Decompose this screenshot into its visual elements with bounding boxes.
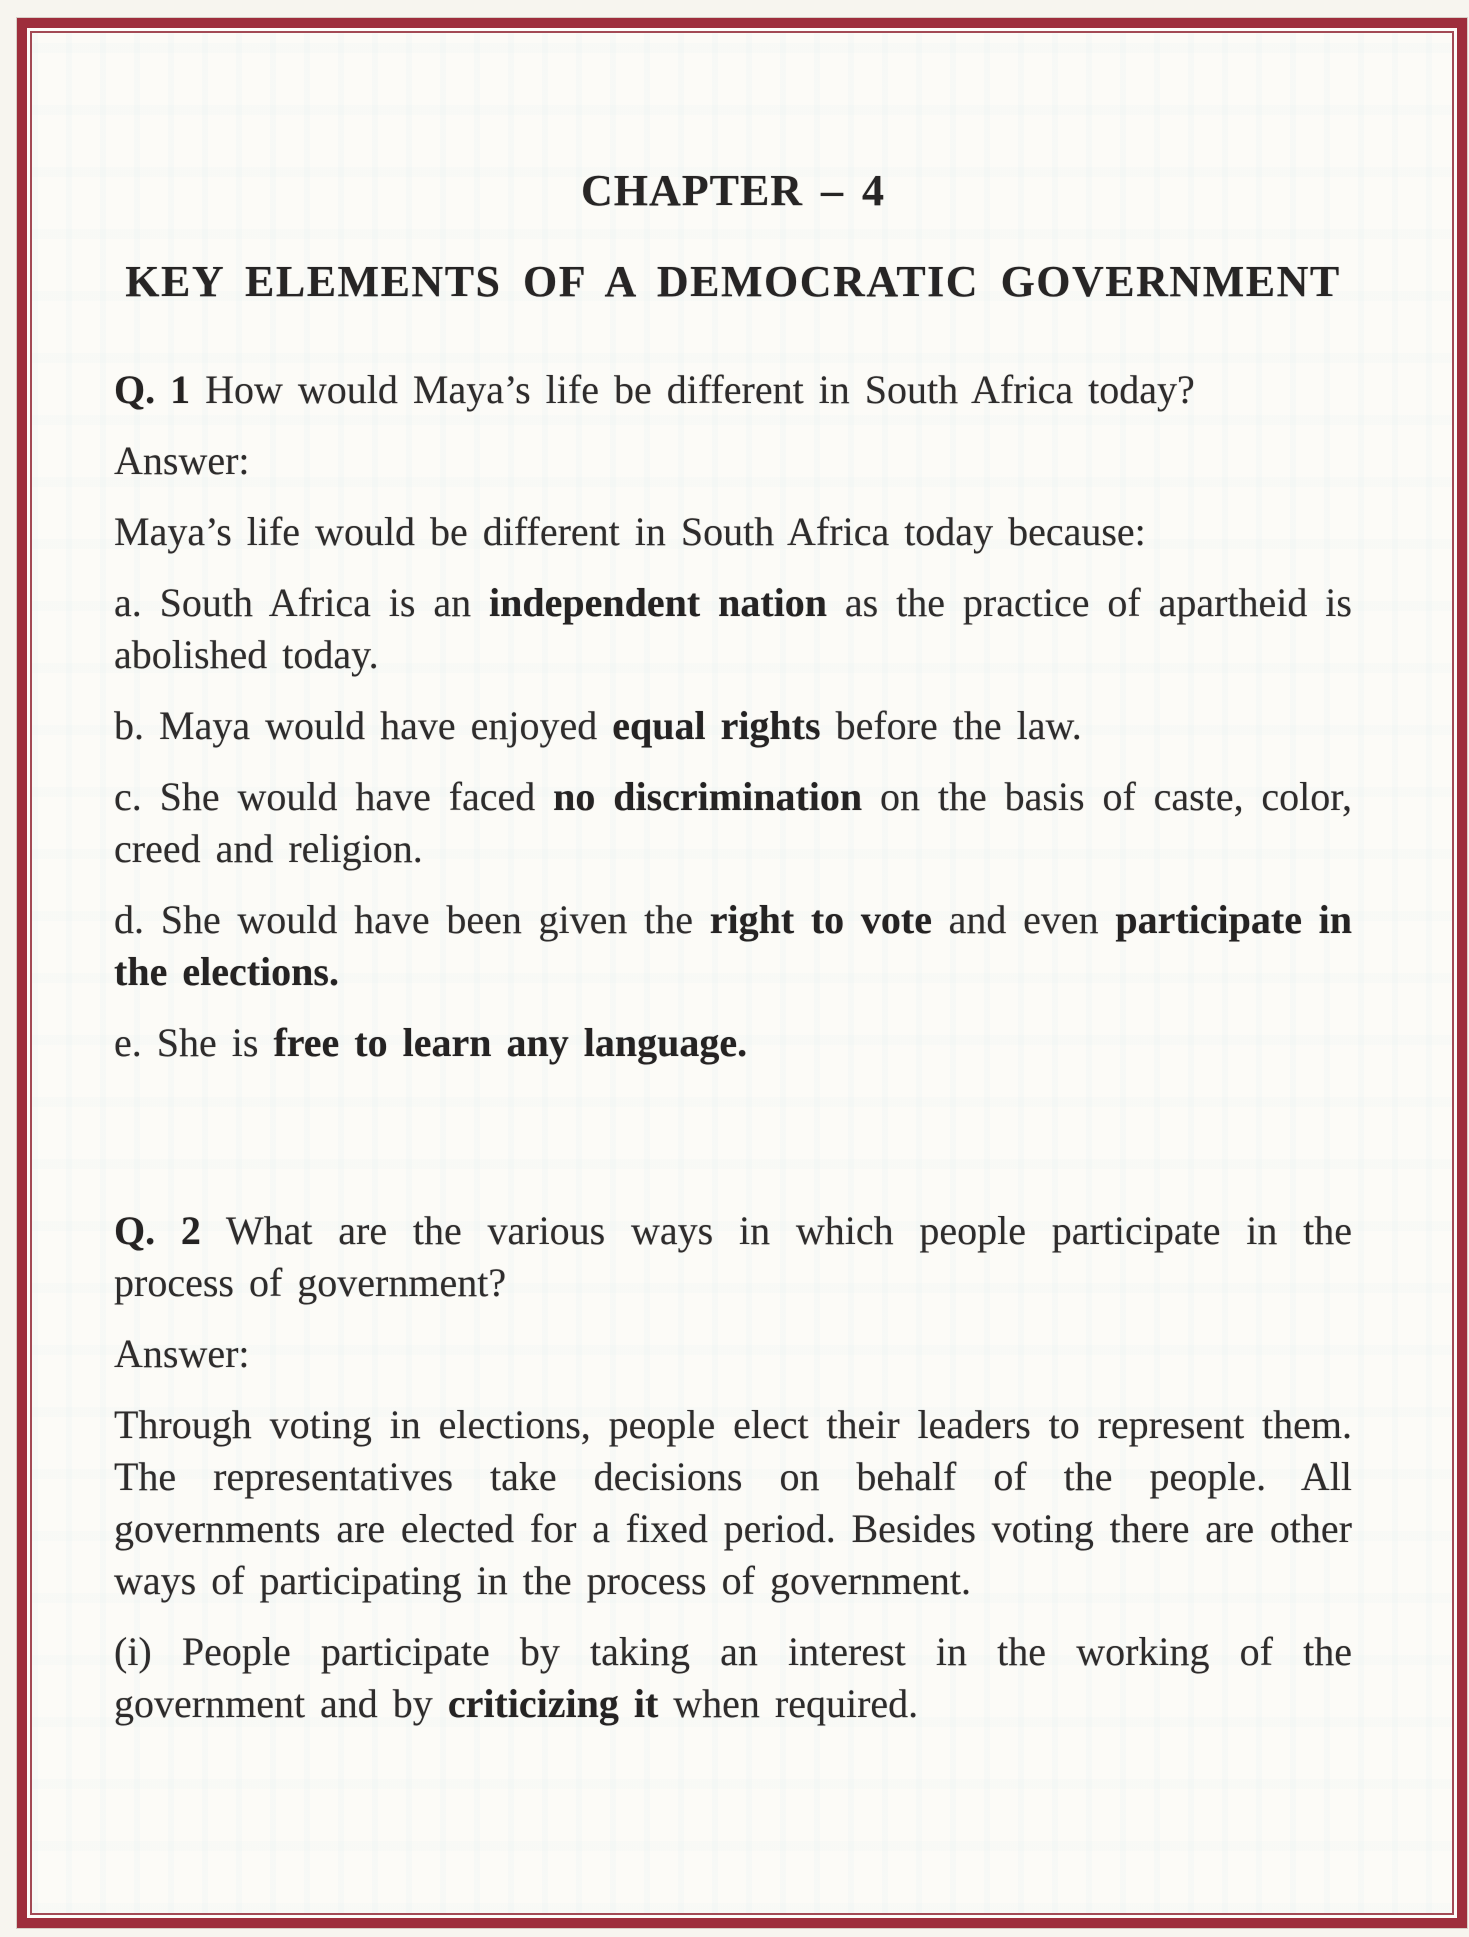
question-1	[114, 364, 1352, 416]
question-1-label: Q. 1	[114, 367, 191, 412]
question-2-label: Q. 2	[114, 1208, 201, 1253]
q1-item-e	[114, 1017, 1352, 1069]
bold-phrase-participate-elections: participate in the elections.	[114, 897, 1353, 994]
q1-item-b	[114, 700, 1352, 752]
text-segment: (i) People participate by taking an interest in the working of the government and by	[114, 1629, 1352, 1726]
q1-item-a	[114, 577, 1352, 681]
q1-answer-intro: Maya’s life would be different in South Africa today because:	[114, 509, 1146, 554]
q1-answer-label: Answer:	[114, 438, 250, 483]
chapter-heading: CHAPTER – 4	[580, 166, 886, 215]
bold-phrase-independent-nation: independent nation	[489, 580, 827, 625]
text-segment: before the law.	[820, 703, 1082, 748]
bold-phrase-equal-rights: equal rights	[612, 703, 821, 748]
page-content	[32, 33, 1452, 1730]
text-segment: on the basis of caste, color, creed and religion.	[114, 774, 1353, 871]
text-segment: e. She is	[114, 1020, 274, 1065]
page-border-outer	[17, 18, 1467, 1928]
q2-answer-label: Answer:	[114, 1331, 250, 1376]
page-border-inner	[30, 31, 1454, 1915]
bold-phrase-no-discrimination: no discrimination	[553, 774, 863, 819]
q2-point-i	[114, 1626, 1352, 1730]
question-2	[114, 1205, 1352, 1309]
bold-phrase-free-to-learn: free to learn any language.	[273, 1020, 748, 1065]
text-segment: d. She would have been given the	[114, 897, 710, 942]
bold-phrase-right-to-vote: right to vote	[709, 897, 932, 942]
text-segment: as the practice of apartheid is abolished today.	[114, 580, 1352, 677]
question-2-text: What are the various ways in which people participate in the process of government?	[114, 1208, 1352, 1305]
q1-item-c	[114, 771, 1352, 875]
text-segment: a. South Africa is an	[114, 580, 489, 625]
question-1-text: How would Maya’s life be different in South Africa today?	[190, 367, 1195, 412]
q1-item-d	[114, 894, 1352, 998]
text-segment: b. Maya would have enjoyed	[114, 703, 613, 748]
q2-answer-paragraph: Through voting in elections, people elect their leaders to represent them. The representatives take decisions on behalf of the people. All governments are elected for a fixed period. Besides voting there are other ways of participating in the process of government.	[114, 1402, 1352, 1603]
text-segment: c. She would have faced	[114, 774, 554, 819]
text-segment: and even	[931, 897, 1116, 942]
bold-phrase-criticizing-it: criticizing it	[447, 1681, 659, 1726]
main-heading: KEY ELEMENTS OF A DEMOCRATIC GOVERNMENT	[125, 257, 1341, 306]
text-segment: when required.	[658, 1681, 919, 1726]
